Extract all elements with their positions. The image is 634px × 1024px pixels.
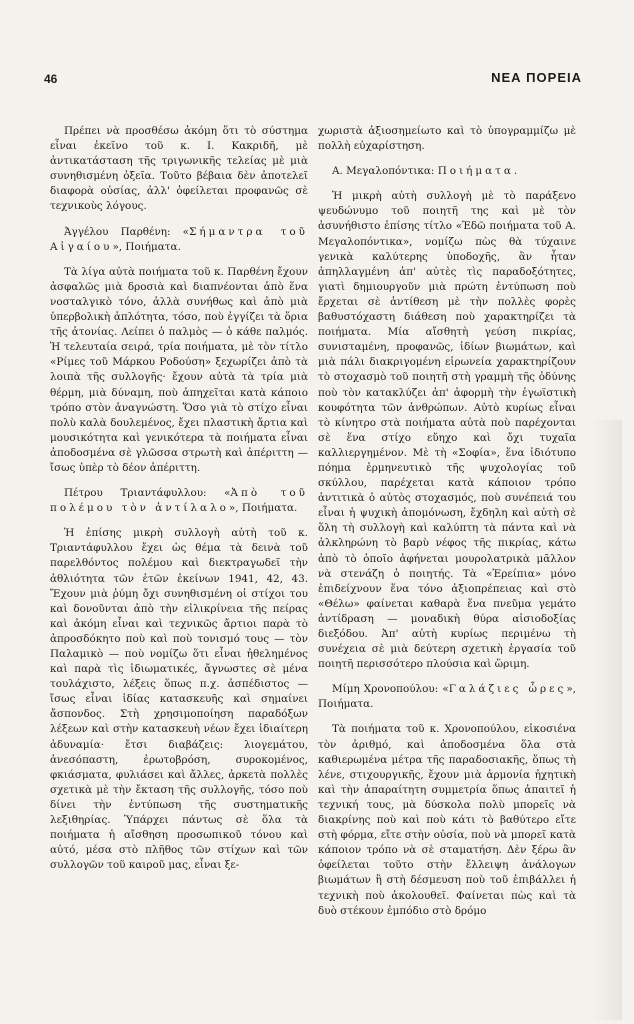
review-title: Ποιήματα (437, 165, 514, 178)
right-column (318, 124, 576, 919)
review-author: Ἀγγέλου Παρθένη: « (64, 225, 189, 238)
paragraph: Ἡ ἐπίσης μικρὴ συλλογὴ αὐτὴ τοῦ κ. Τριαντάφυλλου ἔχει ὡς θέμα τὰ δεινὰ τοῦ παρελθόντος πολέμου καὶ διεκτραγωδεῖ τὴν ἀθλιότητα τῶν ἐτῶν ἐκείνων 1941, 42, 43. Ἔχουν μιὰ ῥύμη ὄχι συνηθισμένη οἱ στίχοι του καὶ δονοῦνται ἀπὸ τὴν εἰλικρίνεια τῆς πείρας καὶ ἀκόμη εἶναι καὶ τεχνικῶς ἄρτιοι παρὰ τὸ ἀπροσδόκητο ποὺ καὶ ποὺ τονισμό τους — τὸν Παλαμικὸ — ποὺ νομίζω ὅτι εἶναι ἠθελημένος καὶ παρὰ τὶς ἰδιωματικές, ἄγνωστες σὲ μένα τουλάχιστο, λέξεις ὅπως π.χ. ἀσπέδιστος — ἴσως εἶναι ἰδίας κατασκευῆς καὶ σημαίνει ἄσπονδος. Στὴ χρησιμοποίηση παραδόξων λέξεων καὶ στὴν κατασκευὴ νέων ἔχει ἰδιαίτερη ἀδυναμία· ἔτσι διαβάζεις: λιογεμάτου, ἀνεσόπαστη, ἐρωτοβρόση, συροκομένος, φκιάσματα, φυλιάσει καὶ ἄλλες, ἀρκετὰ πολλὲς σχετικὰ μὲ τὴν ἔκταση τῆς συλλογῆς, τόσο ποὺ δίνει τὴν ἐντύπωση τῆς συστηματικῆς λεξιθηρίας. Ὑπάρχει πάντως σὲ ὅλα τὰ ποιήματα ἡ αἴσθηση προσωπικοῦ τόνου καὶ αὐτό, μέσα στὸ πλῆθος τῶν στίχων καὶ τῶν συλλογῶν τοῦ καιροῦ μας, εἶναι ξε- (50, 527, 308, 872)
review-title: Ἀπὸ τοῦ πολέμου τὸν ἀντίλαλο (50, 487, 308, 515)
review-type: . (513, 165, 518, 178)
paragraph: Τὰ λίγα αὐτὰ ποιήματα τοῦ κ. Παρθένη ἔχουν ἀσφαλῶς μιὰ δροσιὰ καὶ διαπνέονται ἀπὸ ἕνα νοσταλγικὸ τόνο, ἀλλὰ συνήθως καὶ ἀπὸ μιὰ ὑπερβολικὴ ἁπλότητα, τόσο, ποὺ ἐγγίζει τὰ ὅρια τῆς ἀτονίας. Λείπει ὁ παλμὸς — ὁ κάθε παλμός. Ἡ τελευταία σειρά, τρία ποιήματα, μὲ τὸν τίτλο «Ρίμες τοῦ Μάρκου Ροδούση» ξεχωρίζει ἀπὸ τὰ λοιπὰ τῆς συλλογῆς· ἔχουν αὐτὰ τὰ τρία μιὰ θέρμη, μιὰ δύναμη, ποὺ ἀπηχεῖται κατὰ κάποιο τρόπο στὸν ἀναγνώστη. Ὅσο γιὰ τὸ στίχο εἶναι πολὺ καλὰ δουλεμένος, ἔχει πλαστικὴ ἄρτια καὶ μουσικότητα καὶ γενικότερα τὰ ποιήματα εἶναι ἀποδοσμένα σὲ γλῶσσα στρωτὴ καὶ ἀπέριττη — ἴσως ὑπὲρ τὸ δέον ἀπέριττη. (50, 265, 308, 474)
review-author: Πέτρου Τριαντάφυλλου: « (64, 487, 231, 500)
paragraph: Πρέπει νὰ προσθέσω ἀκόμη ὅτι τὸ σύστημα εἶναι ἐκεῖνο τοῦ κ. Ι. Κακριδῆ, μὲ ἀντικατάσταση τῆς τριγωνικῆς τελείας μὲ μιὰ συνηθισμένη ὀξεῖα. Τοῦτο βέβαια δὲν ἀποτελεῖ διαφορὰ οὐσίας, ἀλλ' ὀφείλεται προφανῶς σὲ τεχνικοὺς λόγους. (50, 125, 308, 213)
running-head: ΝΕΑ ΠΟΡΕΙΑ (491, 70, 582, 85)
review-title: Σήμαντρα τοῦ Αἰγαίου (50, 225, 309, 253)
review-heading (318, 682, 576, 712)
review-type: », Ποιήματα. (228, 502, 298, 515)
paragraph: χωριστὰ ἀξιοσημείωτο καὶ τὸ ὑπογραμμίζω μὲ πολλὴ εὐχαρίστηση. (318, 125, 576, 153)
review-heading (50, 225, 308, 255)
paragraph: Τὰ ποιήματα τοῦ κ. Χρονοπούλου, εἰκοσιένα τὸν ἀριθμό, καὶ ἀποδοσμένα ὅλα στὰ καθιερωμένα μέτρα τῆς παραδοσιακῆς, ὅπως τὴ λένε, στιχουργικῆς, ἔχουν μιὰ ἁρμονία ἠχητικὴ καὶ τὴν ἀπαραίτητη συμμετρία ὅπως ἀπαιτεῖ ἡ τεχνική τους, μὰ δύσκολα πολὺ μπορεῖς νὰ διακρίνης ποὺ καὶ ποὺ κάτι τὸ βαθύτερο εἴτε στὴ φόρμα, εἴτε στὴν οὐσία, ποὺ νὰ μπορεῖ κατὰ κάποιον τρόπο νὰ σὲ σταματήση. Δὲν ξέρω ἂν ὀφείλεται τοῦτο στὴν ἔλλειψη ἀνάλογων βιωμάτων ἢ στὴ δέσμευση ποὺ τοῦ ἐπιβάλλει ἡ τεχνικὴ ποὺ ἀκολουθεῖ. Φαίνεται πὼς καὶ τὰ δυὸ στέκουν ἐμπόδιο στὸ δρόμο (318, 723, 576, 917)
review-type: », Ποιήματα. (318, 683, 576, 711)
page-number: 46 (44, 72, 58, 86)
left-column (50, 124, 308, 873)
page-fold-shadow (592, 420, 622, 1020)
review-title: Γαλάζιες ὧρες (448, 683, 567, 696)
paragraph: Ἡ μικρὴ αὐτὴ συλλογὴ μὲ τὸ παράξενο ψευδώνυμο τοῦ ποιητῆ της καὶ μὲ τὸν ἀσυνήθιστο ἐπίσης τίτλο «Ἐδῶ ποιήματα τοῦ Α. Μεγαλοπόντικα», νομίζω πὼς θὰ τύχαινε γενικὰ καλύτερης ὑποδοχῆς, ἂν ἦταν ἀπηλλαγμένη ἀπ' αὐτὲς τὶς παραδοξότητες, γιατὶ δημιουργοῦν μιὰ πρώτη ἐντύπωση ποὺ ἔρχεται σὲ ἀντίθεση μὲ τὴν πολλὲς φορὲς βαθυστόχαστη διάθεση ποὺ χαρακτηρίζει τὰ ποιήματα. Μία αἴσθητὴ γεύση πικρίας, συνισταμένη, προφανῶς, ἰδίων βιωμάτων, καὶ μιὰ πάλι διακριγομένη εἰρωνεία χαρακτηρίζουν τὸ στοχασμὸ τοῦ ποιητῆ στὴ γραμμὴ τῆς ὀδύνης ποὺ τὸν κατακλύζει ἀπ' ἀφορμὴ τὴν ἐγωϊστικὴ κουφότητα τῶν ἀνθρώπων. Αὐτὸ κυρίως εἶναι τὸ κίνητρο στὰ ποιήματα αὐτὰ ποὺ παρέχονται σὲ ἕνα στίχο εὔηχο καὶ ὄχι τυχαῖα καλλιεργημένον. Μὲ τὴ «Σοφία», ἕνα ἰδιότυπο πόημα ἑρμηνευτικὸ τῆς ψυχολογίας τοῦ σκύλλου, παρέχεται κατὰ κάποιον τρόπο ἀντιτικὰ ὁ αὐτὸς στοχασμός, ποὺ συνέπειά του εἶναι ἡ ψυχικὴ ἀπομόνωση, ἔχδηλη καὶ αὐτὴ σὲ ὅλη τὴ συλλογὴ καὶ καλύπτη τὰ πάντα καὶ νὰ ἀλκληρώνη τὸ βαρὺ νέφος τῆς πικρίας, κάτω ἀπὸ τὸ ὁποῖο ἀφήνεται μουρολατρικὰ μᾶλλον νὰ στενάζη ὁ ποιητής. Τὰ «Ἐρείπια» μόνο ἐπιδείχνουν ἕνα τόνο ἀξιοπρέπειας καὶ στὸ «Θέλω» φαίνεται καθαρὰ ἕνα πνεῦμα γεμάτο ἀντίδραση — μοναδικὴ θύρα αἰσιοδοξίας διεξόδου. Ἀπ' αὐτὴ κυρίως περιμένω τὴ συνέχεια σὲ μιὰ δεύτερη σχετικὴ ἐργασία τοῦ ποιητῆ περισσότερο πλούσια καὶ ὥριμη. (318, 190, 576, 671)
review-heading (318, 164, 576, 179)
review-author: Μίμη Χρονοπούλου: « (332, 683, 449, 696)
review-type: », Ποιήματα. (112, 240, 181, 253)
review-heading (50, 486, 308, 516)
review-author: Α. Μεγαλοπόντικα: (332, 165, 438, 178)
